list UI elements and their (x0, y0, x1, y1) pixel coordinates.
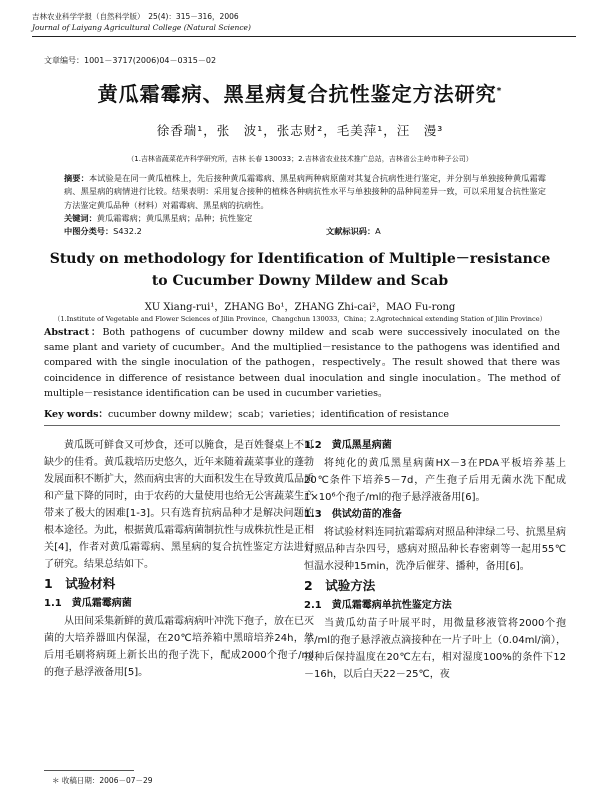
keywords-cn-label: 关键词： (64, 213, 97, 223)
abstract-en-label: Abstract： (44, 327, 103, 338)
section-2-1-heading: 2.1 黄瓜霜霉病单抗性鉴定方法 (304, 600, 452, 611)
document-code (326, 226, 381, 237)
title-cn (0, 78, 600, 107)
affiliation-cn: （1.吉林省蔬菜花卉科学研究所，吉林 长春 130033；2.吉林省农业技术推广总站，吉林省公主岭市种子公司） (127, 155, 473, 163)
keywords-en (44, 406, 560, 420)
title-en-line1: Study on methodology for Identification of Multiple－resistance (49, 251, 551, 267)
clc-number (64, 226, 142, 237)
left-column (44, 437, 314, 681)
abstract-rule (44, 425, 560, 426)
abstract-en-text: Both pathogens of cucumber downy mildew and scab were successively inoculated on the same plant and variety of cucumber。And the multiplied－resistance to the pathogens was identified and compared with the single inoculation of the pathogen，respectively。The result showed that there was coincidence in difference of resistance between dual inoculation and single inoculation。The method of multiple－resistance identification can be used in cucumber varieties。 (44, 327, 560, 399)
title-en-line2: to Cucumber Downy Mildew and Scab (151, 273, 449, 289)
authors-en: XU Xiang-rui¹，ZHANG Bo¹，ZHANG Zhi-cai²，MAO Fu-rong (144, 302, 456, 313)
authors-cn: 徐香瑞¹，张 波¹，张志财²，毛美萍¹，汪 漫³ (156, 123, 444, 138)
section-1-3-paragraph: 将试验材料连同抗霜霉病对照品种津绿二号、抗黑星病对照品种吉杂四号，感病对照品种长春密刺等一起用55℃恒温水浸种15min，洗净后催芽、播种，备用[6]。 (304, 527, 566, 572)
section-1-2-paragraph: 将纯化的黄瓜黑星病菌HX－3在PDA平板培养基上20℃条件下培养5－7d，产生孢子后用无菌水洗下配成1×10⁶个孢子/ml的孢子悬浮液备用[6]。 (304, 458, 566, 503)
keywords-en-label: Key words： (44, 409, 108, 420)
header-rule (32, 36, 576, 37)
intro-paragraph: 黄瓜既可鲜食又可炒食，还可以腌食，是百姓餐桌上不可缺少的佳肴。黄瓜栽培历史悠久，近年来随着蔬菜事业的蓬勃发展面积不断扩大，然而病虫害的大面积发生在导致黄瓜品质和产量下降的同时，由于农药的大量使用也给无公害蔬菜生产带来了极大的困难[1-3]。只有选育抗病品种才是解决问题的根本途径。为此，根据黄瓜霜霉病菌制抗性与成株抗性是正相关[4]，作者对黄瓜霜霉病、黑星病的复合抗性鉴定方法进行了研究。结果总结如下。 (44, 440, 314, 570)
document-code-label: 文献标识码： (326, 226, 376, 236)
section-2-1-paragraph: 当黄瓜幼苗子叶展平时，用微量移液管将2000个孢子/ml的孢子悬浮液点滴接种在一片子叶上（0.04ml/滴），接种后保持温度在20℃左右，相对湿度100%的条件下12－16h，以后白天22－25℃，夜 (304, 618, 566, 680)
section-1-1-heading: 1.1 黄瓜霜霉病菌 (44, 598, 132, 609)
document-code-value: A (375, 226, 381, 236)
title-en (0, 248, 600, 292)
section-1-1-paragraph: 从田间采集新鲜的黄瓜霜霉病病叶冲洗下孢子，放在已灭菌的大培养器皿内保湿，在20℃培养箱中黑暗培养24h，然后用毛刷将病斑上新长出的孢子洗下，配成2000个孢子/ml的孢子悬浮液备用[5]。 (44, 616, 314, 678)
keywords-en-text: cucumber downy mildew；scab；varieties；identification of resistance (107, 409, 449, 420)
journal-header-cn: 吉林农业科学学报（自然科学版） 25(4)：315－316，2006 (32, 12, 239, 21)
abstract-en (44, 325, 560, 401)
keywords-cn (64, 213, 546, 224)
clc-value: S432.2 (113, 226, 142, 236)
title-cn-text: 黄瓜霜霉病、黑星病复合抗性鉴定方法研究 (97, 82, 497, 106)
abstract-cn-label: 摘要： (64, 173, 89, 183)
affiliation-en: （1.Institute of Vegetable and Flower Sciences of Jilin Province，Changchun 130033，China；2.Agrotechnical extending Station of Jilin Province） (53, 315, 547, 323)
footnote-rule (44, 770, 134, 771)
clc-label: 中图分类号： (64, 226, 114, 236)
right-column (304, 437, 566, 683)
abstract-cn-text: 本试验是在同一黄瓜植株上，先后接种黄瓜霜霉病、黑星病两种病原菌对其复合抗病性进行鉴定，并分别与单独接种黄瓜霜霉病、黑星病的病情进行比较。结果表明：采用复合接种的植株各种病抗性水平与单独接种的品种间差异一致，可以采用复合抗性鉴定方法鉴定黄瓜品种（材料）对霜霉病、黑星病的抗病性。 (64, 173, 546, 210)
article-number: 文章编号：1001－3717(2006)04－0315－02 (44, 56, 217, 65)
section-2-heading: 2 试验方法 (304, 578, 376, 593)
section-1-3-heading: 1.3 供试幼苗的准备 (304, 509, 402, 520)
keywords-cn-text: 黄瓜霜霉病；黄瓜黑星病；品种；抗性鉴定 (96, 213, 253, 223)
abstract-cn (64, 172, 546, 212)
footnote-received: ＊ 收稿日期：2006－07－29 (52, 776, 153, 785)
title-footnote-mark: * (496, 86, 503, 97)
section-1-2-heading: 1.2 黄瓜黑星病菌 (304, 440, 392, 451)
section-1-heading: 1 试验材料 (44, 576, 116, 591)
journal-header-en: Journal of Laiyang Agricultural College (Natural Science) (32, 23, 251, 32)
